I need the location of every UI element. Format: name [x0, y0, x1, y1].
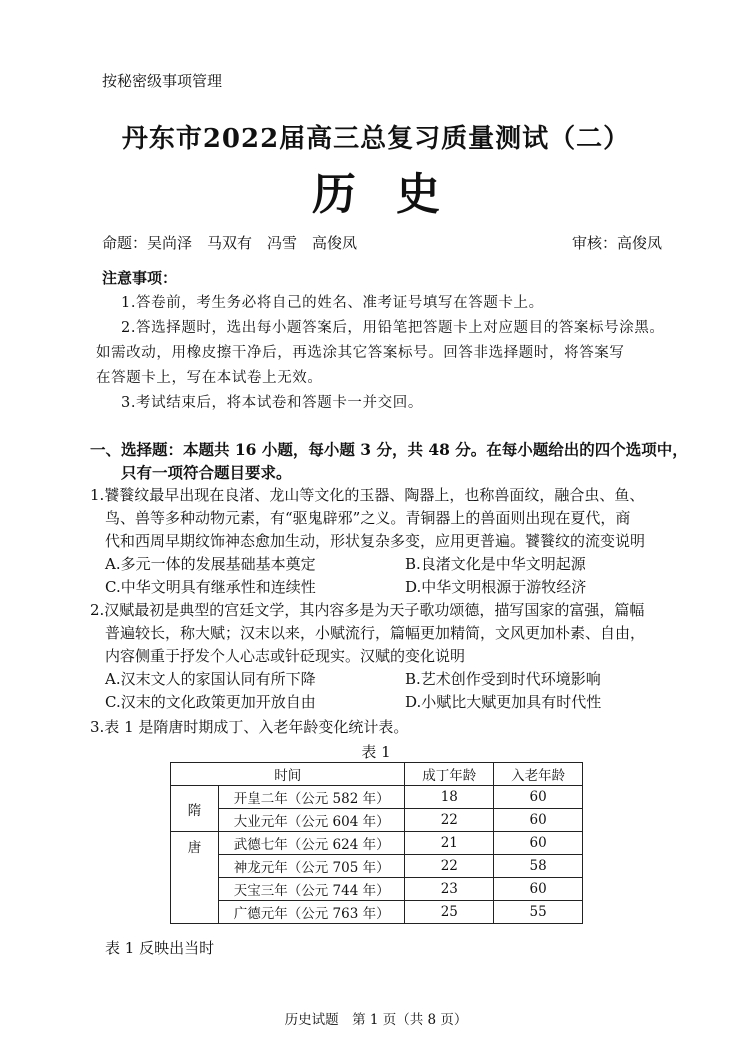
exam-title: 丹东市2022届高三总复习质量测试（二）: [121, 124, 631, 154]
notice-item-1: 1.答卷前，考生务必将自己的姓名、准考证号填写在答题卡上。: [121, 295, 544, 311]
header-adult-age: 成丁年龄: [405, 763, 494, 786]
adult-age-cell: 25: [405, 901, 494, 924]
header-old-age: 入老年龄: [494, 763, 583, 786]
subject-title: 历史: [312, 169, 480, 220]
q1-stem-line-3: 代和西周早期纹饰神态愈加生动，形状复杂多变，应用更普遍。饕餮纹的流变说明: [105, 532, 646, 550]
section-title-line-1: 一、选择题：本题共 16 小题，每小题 3 分，共 48 分。在每小题给出的四个选项中，: [90, 440, 688, 459]
q1-stem-line-2: 鸟、兽等多种动物元素，有“驱鬼辟邪”之义。青铜器上的兽面则出现在夏代，商: [105, 509, 631, 527]
q3-followup: 表 1 反映出当时: [105, 939, 215, 957]
table-row: [171, 809, 583, 832]
adult-age-cell: 23: [405, 878, 494, 901]
old-age-cell: 60: [494, 878, 583, 901]
authors: 命题：吴尚泽 马双有 冯雪 高俊凤: [102, 234, 358, 252]
old-age-cell: 55: [494, 901, 583, 924]
secret-note: 按秘密级事项管理: [102, 72, 223, 90]
period-cell: 广德元年（公元 763 年）: [218, 901, 405, 924]
q1-option-b: B.良渚文化是中华文明起源: [405, 555, 586, 573]
table-row: [171, 786, 583, 809]
period-cell: 天宝三年（公元 744 年）: [218, 878, 405, 901]
adult-age-cell: 22: [405, 855, 494, 878]
adult-age-cell: 18: [405, 786, 494, 809]
q2-option-c: C.汉末的文化政策更加开放自由: [105, 693, 316, 711]
notice-item-2-line-2: 如需改动，用橡皮擦干净后，再选涂其它答案标号。回答非选择题时，将答案写: [96, 345, 625, 361]
period-cell: 大业元年（公元 604 年）: [218, 809, 405, 832]
q1-option-a: A.多元一体的发展基础基本奠定: [105, 555, 316, 573]
q1-stem-line-1: 1.饕餮纹最早出现在良渚、龙山等文化的玉器、陶器上，也称兽面纹，融合虫、鱼、: [90, 486, 645, 504]
old-age-cell: 60: [494, 809, 583, 832]
table-row: [171, 832, 583, 855]
period-cell: 开皇二年（公元 582 年）: [218, 786, 405, 809]
q2-option-a: A.汉末文人的家国认同有所下降: [105, 670, 316, 688]
q3-stem: 3.表 1 是隋唐时期成丁、入老年龄变化统计表。: [90, 718, 409, 736]
table-row: [171, 878, 583, 901]
notice-item-3: 3.考试结束后，将本试卷和答题卡一并交回。: [121, 395, 423, 411]
q1-option-c: C.中华文明具有继承性和连续性: [105, 578, 316, 596]
q2-stem-line-1: 2.汉赋最初是典型的宫廷文学，其内容多是为天子歌功颂德，描写国家的富强，篇幅: [90, 601, 645, 619]
adult-age-cell: 22: [405, 809, 494, 832]
table-caption: 表 1: [361, 743, 391, 761]
old-age-cell: 60: [494, 786, 583, 809]
table-row: [171, 855, 583, 878]
notice-item-2-line-3: 在答题卡上，写在本试卷上无效。: [96, 370, 323, 386]
dynasty-cell-tang: 唐: [171, 832, 219, 924]
notice-heading: 注意事项：: [102, 269, 178, 287]
table-row: [171, 901, 583, 924]
adult-age-cell: 21: [405, 832, 494, 855]
q2-stem-line-3: 内容侧重于抒发个人心志或针砭现实。汉赋的变化说明: [105, 647, 466, 665]
section-title-line-2: 只有一项符合题目要求。: [121, 463, 292, 482]
header-time: 时间: [171, 763, 405, 786]
q2-stem-line-2: 普遍较长，称大赋；汉末以来，小赋流行，篇幅更加精简，文风更加朴素、自由，: [105, 624, 646, 642]
q2-option-d: D.小赋比大赋更加具有时代性: [405, 693, 602, 711]
q1-option-d: D.中华文明根源于游牧经济: [405, 578, 587, 596]
period-cell: 神龙元年（公元 705 年）: [218, 855, 405, 878]
notice-item-2-line-1: 2.答选择题时，选出每小题答案后，用铅笔把答题卡上对应题目的答案标号涂黑。: [121, 320, 665, 336]
reviewer: 审核：高俊凤: [571, 234, 662, 252]
dynasty-cell-sui: 隋: [171, 786, 219, 832]
old-age-cell: 60: [494, 832, 583, 855]
period-cell: 武德七年（公元 624 年）: [218, 832, 405, 855]
q2-option-b: B.艺术创作受到时代环境影响: [405, 670, 601, 688]
page-footer: 历史试题 第 1 页（共 8 页）: [284, 1012, 468, 1028]
old-age-cell: 58: [494, 855, 583, 878]
table-header-row: [171, 763, 583, 786]
age-table: [170, 762, 583, 924]
